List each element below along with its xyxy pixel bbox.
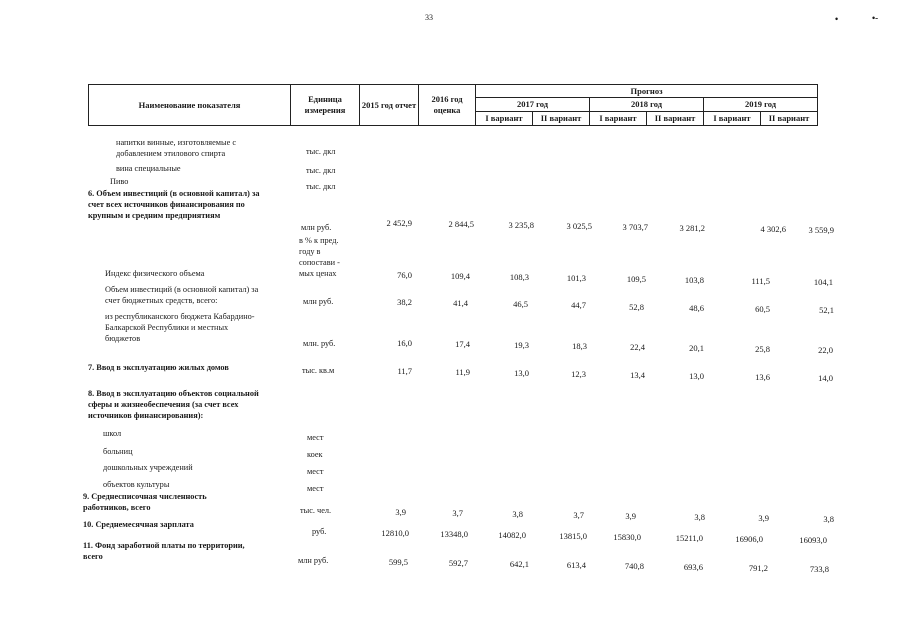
row-name: объектов культуры	[103, 480, 170, 489]
row-unit: руб.	[312, 527, 327, 536]
value-cell: 60,5	[755, 304, 770, 314]
row-unit: млн. руб.	[303, 339, 336, 348]
value-cell: 11,7	[397, 366, 412, 376]
value-cell: 109,5	[626, 274, 646, 284]
value-cell: 17,4	[455, 339, 470, 349]
value-cell: 38,2	[397, 297, 412, 307]
row-name: дошкольных учреждений	[103, 463, 193, 472]
row-unit: млн руб.	[298, 556, 329, 565]
value-cell: 48,6	[689, 303, 704, 313]
value-cell: 3,9	[395, 507, 406, 517]
value-cell: 3 235,8	[508, 220, 534, 230]
value-cell: 4 302,6	[760, 224, 786, 234]
header-table	[88, 84, 818, 126]
value-cell: 15211,0	[675, 533, 703, 543]
row-name: вина специальные	[116, 164, 181, 173]
value-cell: 3 281,2	[679, 223, 705, 233]
row-name: 7. Ввод в эксплуатацию жилых домов	[88, 363, 229, 372]
value-cell: 18,3	[572, 341, 587, 351]
value-cell: 12,3	[571, 369, 586, 379]
row-unit: тыс. чел.	[300, 506, 332, 515]
corner-mark: •-	[872, 13, 879, 23]
row-name: напитки винные, изготовляемые с добавлением этилового спирта	[116, 138, 237, 158]
value-cell: 101,3	[566, 273, 586, 283]
row-unit: тыс. дкл	[306, 147, 336, 156]
value-cell: 3 025,5	[566, 221, 592, 231]
row-unit: в % к пред. году в сопостави - мых ценах	[299, 236, 340, 278]
row-name: из республиканского бюджета Кабардино- Балкарской Республики и местных бюджетов	[105, 312, 255, 343]
row-unit: мест	[307, 484, 324, 493]
value-cell: 22,0	[818, 345, 833, 355]
value-cell: 108,3	[509, 272, 529, 282]
value-cell: 16906,0	[735, 534, 763, 544]
value-cell: 13,4	[630, 370, 645, 380]
value-cell: 733,8	[809, 564, 829, 574]
value-cell: 14082,0	[498, 530, 526, 540]
value-cell: 13,0	[514, 368, 529, 378]
value-cell: 13,6	[755, 372, 770, 382]
row-name: Пиво	[110, 177, 129, 186]
row-unit: коек	[307, 450, 323, 459]
row-unit: тыс. кв.м	[302, 366, 335, 375]
row-name: 6. Объем инвестиций (в основной капитал) за счет всех источников финансирования по крупным и средним предприятиям	[88, 189, 260, 220]
header-variant-2: II вариант	[647, 112, 704, 126]
header-2018: 2018 год	[590, 98, 704, 112]
value-cell: 13348,0	[440, 529, 468, 539]
row-unit: мест	[307, 467, 324, 476]
header-2015: 2015 год отчет	[360, 85, 419, 126]
value-cell: 16,0	[397, 338, 412, 348]
value-cell: 46,5	[513, 299, 528, 309]
value-cell: 16093,0	[799, 535, 827, 545]
value-cell: 13815,0	[559, 531, 587, 541]
header-variant-2: II вариант	[533, 112, 590, 126]
value-cell: 109,4	[450, 271, 470, 281]
value-cell: 599,5	[388, 557, 408, 567]
value-cell: 3,9	[758, 513, 769, 523]
value-cell: 3 559,9	[808, 225, 834, 235]
value-cell: 3,8	[823, 514, 834, 524]
row-name: Объем инвестиций (в основной капитал) за счет бюджетных средств, всего:	[105, 285, 259, 305]
value-cell: 25,8	[755, 344, 770, 354]
value-cell: 2 844,5	[448, 219, 474, 229]
value-cell: 693,6	[683, 562, 703, 572]
value-cell: 13,0	[689, 371, 704, 381]
corner-mark: •	[835, 14, 839, 24]
row-name: 10. Среднемесячная зарплата	[83, 520, 194, 529]
row-unit: тыс. дкл	[306, 166, 336, 175]
header-unit: Единица измерения	[291, 85, 360, 126]
value-cell: 44,7	[571, 300, 586, 310]
value-cell: 3,9	[625, 511, 636, 521]
value-cell: 15830,0	[613, 532, 641, 542]
value-cell: 3,8	[512, 509, 523, 519]
header-2016: 2016 год оценка	[419, 85, 476, 126]
value-cell: 2 452,9	[386, 218, 412, 228]
value-cell: 3,8	[694, 512, 705, 522]
value-cell: 103,8	[684, 275, 704, 285]
header-name: Наименование показателя	[89, 85, 291, 126]
value-cell: 19,3	[514, 340, 529, 350]
row-unit: мест	[307, 433, 324, 442]
value-cell: 11,9	[455, 367, 470, 377]
value-cell: 791,2	[748, 563, 768, 573]
value-cell: 52,8	[629, 302, 644, 312]
row-name: 8. Ввод в эксплуатацию объектов социальной сферы и жизнеобеспечения (за счет всех источников финансирования):	[88, 389, 259, 420]
value-cell: 22,4	[630, 342, 645, 352]
row-name: 9. Среднесписочная численность работников, всего	[83, 492, 207, 512]
value-cell: 12810,0	[381, 528, 409, 538]
value-cell: 41,4	[453, 298, 468, 308]
header-variant-1: I вариант	[590, 112, 647, 126]
value-cell: 76,0	[397, 270, 412, 280]
row-name: больниц	[103, 447, 133, 456]
row-name: 11. Фонд заработной платы по территории, всего	[83, 541, 245, 561]
row-unit: тыс. дкл	[306, 182, 336, 191]
value-cell: 20,1	[689, 343, 704, 353]
header-variant-1: I вариант	[476, 112, 533, 126]
header-2017: 2017 год	[476, 98, 590, 112]
value-cell: 14,0	[818, 373, 833, 383]
header-variant-2: II вариант	[761, 112, 818, 126]
page-number: 33	[425, 13, 433, 22]
value-cell: 111,5	[751, 276, 770, 286]
value-cell: 642,1	[509, 559, 529, 569]
header-forecast: Прогноз	[476, 85, 818, 98]
value-cell: 613,4	[566, 560, 586, 570]
row-name: Индекс физического объема	[105, 269, 205, 278]
row-name: школ	[103, 429, 122, 438]
value-cell: 592,7	[448, 558, 468, 568]
value-cell: 740,8	[624, 561, 644, 571]
row-unit: млн руб.	[301, 223, 332, 232]
value-cell: 3,7	[452, 508, 463, 518]
header-variant-1: I вариант	[704, 112, 761, 126]
row-unit: млн руб.	[303, 297, 334, 306]
value-cell: 3 703,7	[622, 222, 648, 232]
value-cell: 3,7	[573, 510, 584, 520]
header-2019: 2019 год	[704, 98, 818, 112]
value-cell: 52,1	[819, 305, 834, 315]
value-cell: 104,1	[813, 277, 833, 287]
